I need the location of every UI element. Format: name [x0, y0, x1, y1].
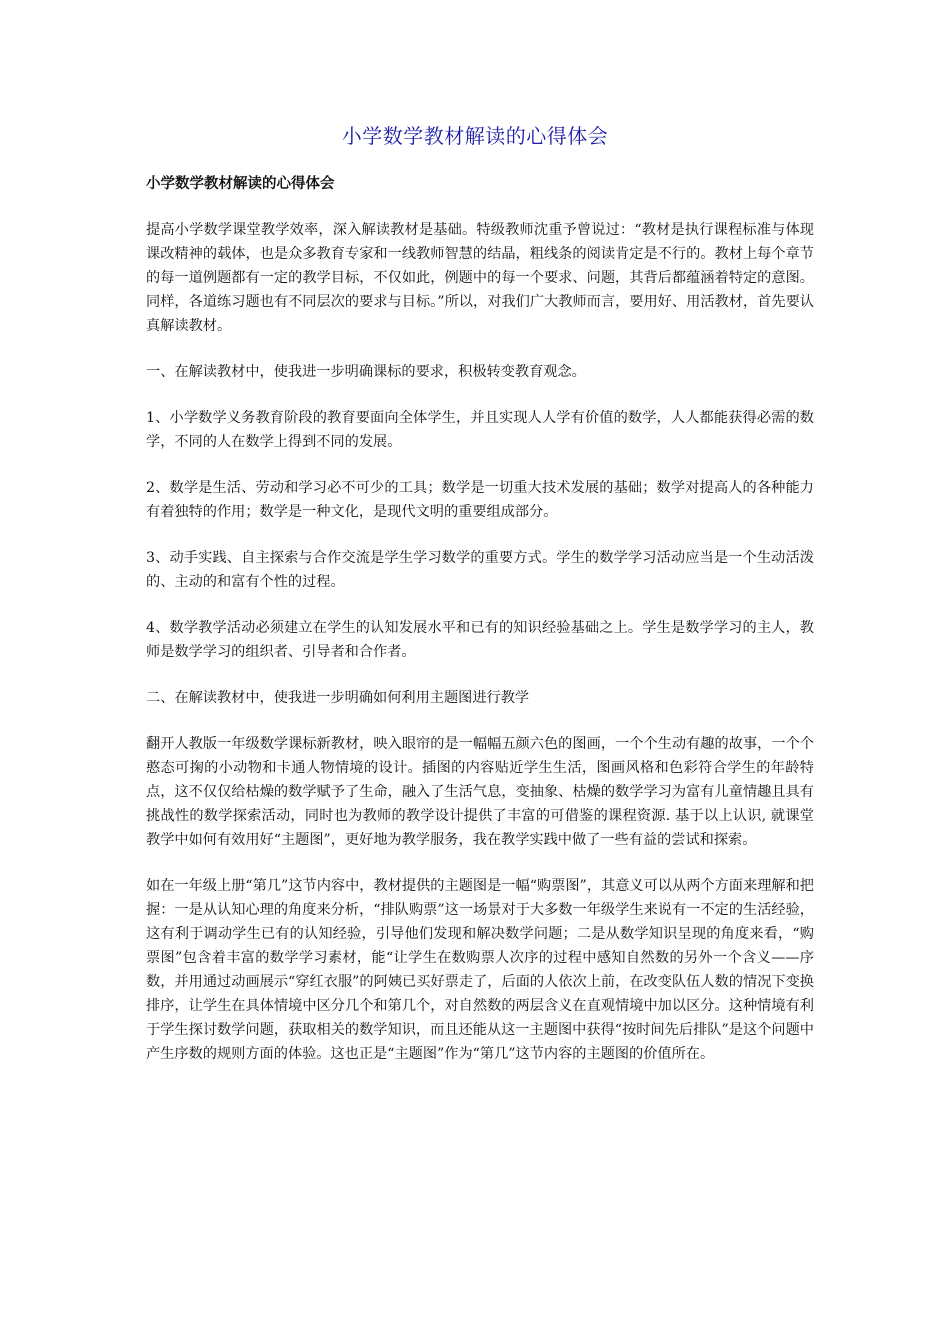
document-subtitle: 小学数学教材解读的心得体会	[146, 176, 335, 192]
paragraph-point-1: 1、小学数学义务教育阶段的教育要面向全体学生，并且实现人人学有价值的数学，人人都能获得必需的数学，不同的人在数学上得到不同的发展。	[146, 410, 814, 450]
paragraph-point-3: 3、动手实践、自主探索与合作交流是学生学习数学的重要方式。学生的数学学习活动应当是一个生动活泼的、主动的和富有个性的过程。	[146, 550, 814, 590]
section-heading-2: 二、在解读教材中，使我进一步明确如何利用主题图进行教学	[146, 690, 530, 706]
paragraph-point-4: 4、数学教学活动必须建立在学生的认知发展水平和已有的知识经验基础之上。学生是数学学习的主人，教师是数学学习的组织者、引导者和合作者。	[146, 620, 814, 660]
document-title: 小学数学教材解读的心得体会	[341, 124, 609, 148]
paragraph-example: 如在一年级上册“第几”这节内容中，教材提供的主题图是一幅“购票图”，其意义可以从两个方面来理解和把握：一是从认知心理的角度来分析，“排队购票”这一场景对于大多数一年级学生来说有一不定的生活经验，这有利于调动学生已有的认知经验，引导他们发现和解决数学问题；二是从数学知识呈现的角度来看，“购票图”包含着丰富的数学学习素材，能“让学生在数购票人次序的过程中感知自然数的另外一个含义——序数，并用通过动画展示“穿红衣服”的阿姨已买好票走了，后面的人依次上前，在改变队伍人数的情况下变换排序，让学生在具体情境中区分几个和第几个，对自然数的两层含义在直观情境中加以区分。这种情境有利于学生探讨数学问题，获取相关的数学知识，而且还能从这一主题图中获得“按时间先后排队”是这个问题中产生序数的规则方面的体验。这也正是“主题图”作为“第几”这节内容的主题图的价值所在。	[146, 878, 814, 1062]
paragraph-point-2: 2、数学是生活、劳动和学习必不可少的工具；数学是一切重大技术发展的基础；数学对提高人的各种能力有着独特的作用；数学是一种文化，是现代文明的重要组成部分。	[146, 480, 814, 520]
paragraph-intro: 提高小学数学课堂教学效率，深入解读教材是基础。特级教师沈重予曾说过：“教材是执行课程标准与体现课改精神的载体，也是众多教育专家和一线教师智慧的结晶，粗线条的阅读肯定是不行的。教材上每个章节的每一道例题都有一定的教学目标，不仅如此，例题中的每一个要求、问题，其背后都蕴涵着特定的意图。同样，各道练习题也有不同层次的要求与目标。”所以，对我们广大教师而言，要用好、用活教材，首先要认真解读教材。	[146, 222, 814, 334]
document-body	[146, 172, 814, 1088]
section-heading-1: 一、在解读教材中，使我进一步明确课标的要求，积极转变教育观念。	[146, 364, 586, 380]
paragraph-theme-map: 翻开人教版一年级数学课标新教材，映入眼帘的是一幅幅五颜六色的图画，一个个生动有趣的故事，一个个憨态可掬的小动物和卡通人物情境的设计。插图的内容贴近学生生活，图画风格和色彩符合学生的年龄特点，这不仅仅给枯燥的数学赋予了生命，融入了生活气息，变抽象、枯燥的数学学习为富有儿童情趣且具有挑战性的数学探索活动，同时也为教师的教学设计提供了丰富的可借鉴的课程资源. 基于以上认识, 就课堂教学中如何有效用好“主题图”，更好地为教学服务，我在教学实践中做了一些有益的尝试和探索。	[146, 736, 814, 848]
